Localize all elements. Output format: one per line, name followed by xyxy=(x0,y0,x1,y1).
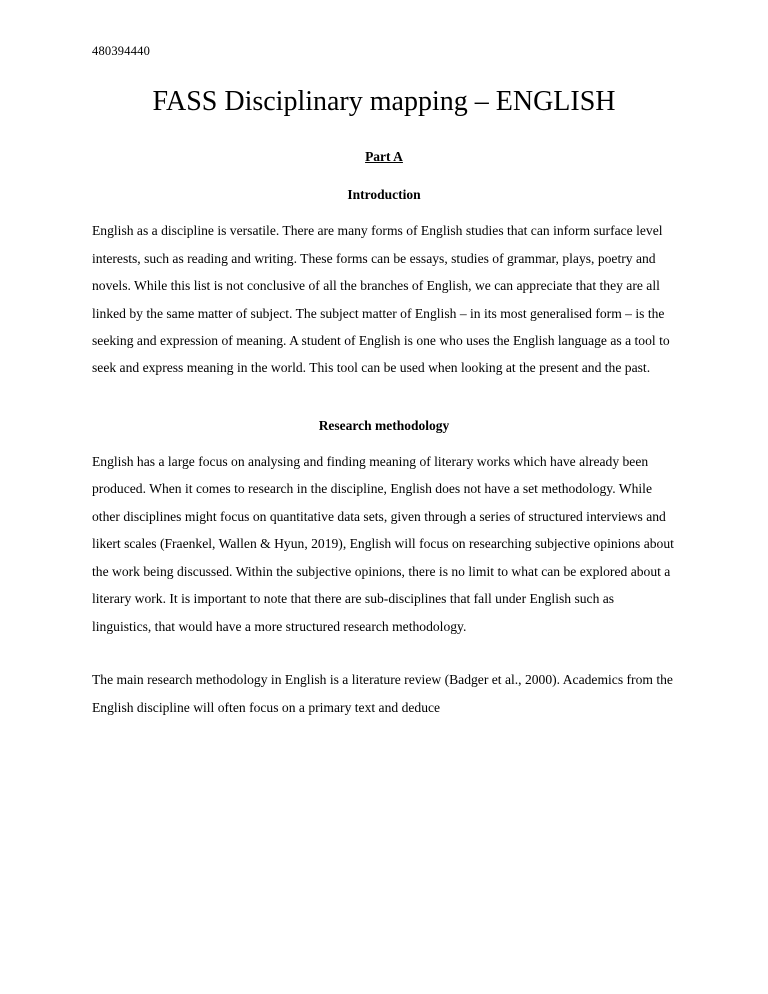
student-id: 480394440 xyxy=(92,44,151,58)
section-heading-introduction: Introduction xyxy=(347,187,421,203)
paragraph-research-methodology-1: English has a large focus on analysing and finding meaning of literary works which have already been produced. When it comes to research in the discipline, English does not have a set methodology. While other disciplines might focus on quantitative data sets, given through a series of structured interviews and likert scales (Fraenkel, Wallen & Hyun, 2019), English will focus on researching subjective opinions about the work being discussed. Within the subjective opinions, there is no limit to what can be explored about a literary work. It is important to note that there are sub-disciplines that fall under English such as linguistics, that would have a more structured research methodology. xyxy=(92,453,674,634)
paragraph-spacer xyxy=(92,640,676,666)
paragraph-research-methodology-2: The main research methodology in English is a literature review (Badger et al., 2000). Academics from the English discipline will often focus on a primary text and deduce xyxy=(92,672,673,715)
page-title: FASS Disciplinary mapping – ENGLISH xyxy=(152,86,616,117)
part-label: Part A xyxy=(365,149,403,165)
section-heading-research-methodology: Research methodology xyxy=(318,417,450,433)
paragraph-introduction-1: English as a discipline is versatile. There are many forms of English studies that can inform surface level interests, such as reading and writing. These forms can be essays, studies of grammar, plays, poetry and novels. While this list is not conclusive of all the branches of English, we can appreciate that they are all linked by the same matter of subject. The subject matter of English – in its most generalised form – is the seeking and expression of meaning. A student of English is one who uses the English language as a tool to seek and express meaning in the world. This tool can be used when looking at the present and the past. xyxy=(92,223,670,376)
